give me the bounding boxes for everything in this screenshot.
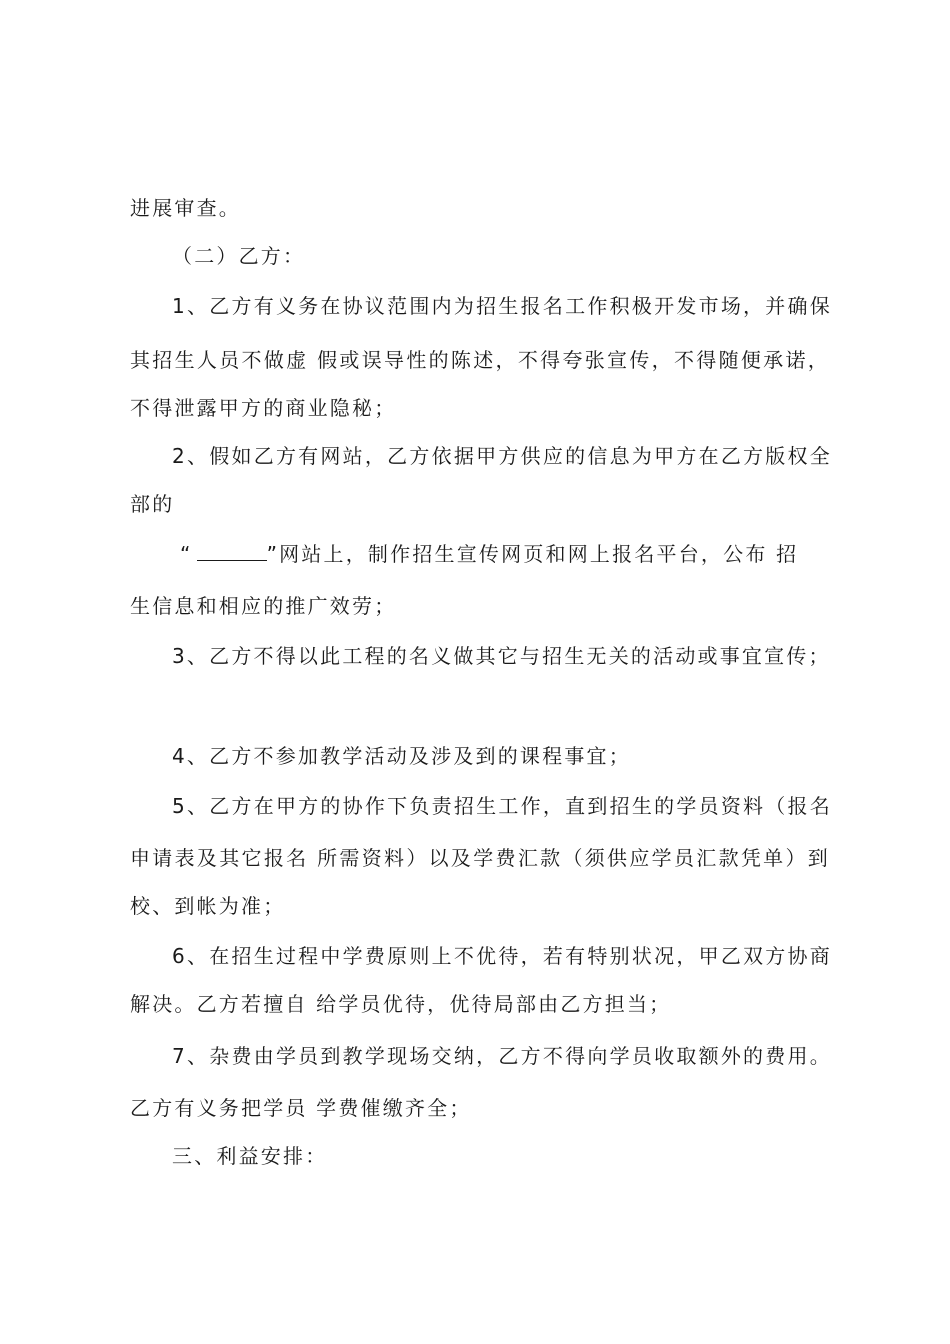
clause-1-line-1: 1、乙方有义务在协议范围内为招生报名工作积极开发市场，并确保 xyxy=(172,294,832,318)
clause-7-line-2: 乙方有义务把学员 学费催缴齐全； xyxy=(130,1096,472,1120)
clause-5-line-1: 5、乙方在甲方的协作下负责招生工作，直到招生的学员资料（报名 xyxy=(172,794,832,818)
section-heading-benefit-arrangement: 三、利益安排： xyxy=(172,1144,328,1168)
clause-3: 3、乙方不得以此工程的名义做其它与招生无关的活动或事宜宣传； xyxy=(172,644,831,668)
clause-2-line-3 xyxy=(180,540,830,568)
clause-2-line-2: 部的 xyxy=(130,492,175,516)
clause-2-line-4: 生信息和相应的推广效劳； xyxy=(130,594,397,618)
clause-6-line-1: 6、在招生过程中学费原则上不优待，若有特别状况，甲乙双方协商 xyxy=(172,944,832,968)
open-quote: “ xyxy=(180,542,193,566)
section-heading-party-b: （二）乙方： xyxy=(172,244,306,268)
clause-4: 4、乙方不参加教学活动及涉及到的课程事宜； xyxy=(172,744,631,768)
clause-6-line-2: 解决。乙方若擅自 给学员优待，优待局部由乙方担当； xyxy=(130,992,672,1016)
website-name-blank xyxy=(197,540,267,561)
clause-5-line-3: 校、到帐为准； xyxy=(130,894,286,918)
clause-1-line-3: 不得泄露甲方的商业隐秘； xyxy=(130,396,397,420)
clause-5-line-2: 申请表及其它报名 所需资料）以及学费汇款（须供应学员汇款凭单）到 xyxy=(130,846,830,870)
paragraph-line: 进展审查。 xyxy=(130,196,241,220)
clause-7-line-1: 7、杂费由学员到教学现场交纳，乙方不得向学员收取额外的费用。 xyxy=(172,1044,832,1068)
clause-2-line-1: 2、假如乙方有网站，乙方依据甲方供应的信息为甲方在乙方版权全 xyxy=(172,444,832,468)
clause-1-line-2: 其招生人员不做虚 假或误导性的陈述，不得夸张宣传，不得随便承诺， xyxy=(130,348,830,372)
clause-2-line-3-text: ”网站上，制作招生宣传网页和网上报名平台，公布 招 xyxy=(266,542,799,566)
